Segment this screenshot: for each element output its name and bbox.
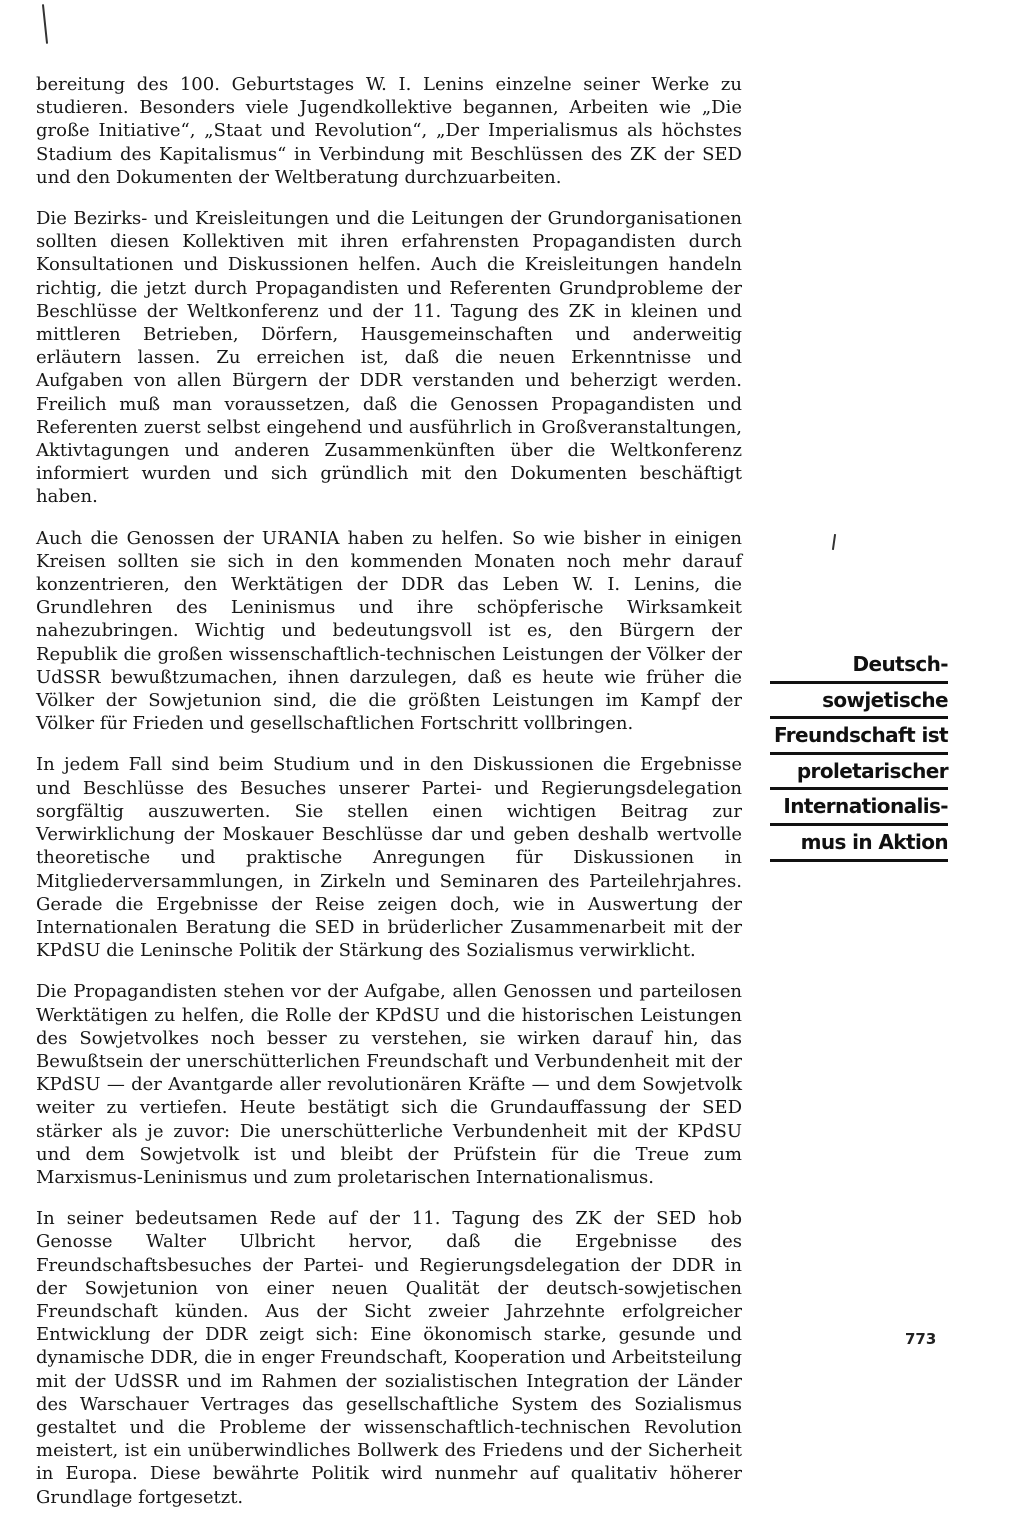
margin-heading-line: mus in Aktion	[770, 826, 948, 862]
paragraph: In jedem Fall sind beim Studium und in den Diskussionen die Ergebnisse und Beschlüsse des Besuches unserer Partei- und Regierungsdelegation sorgfältig auszuwerten. Sie stellen einen wichtigen Beitrag zur Verwirklichung der Moskauer Beschlüsse dar und geben deshalb wertvolle theoretische und praktische Anregungen für Diskussionen in Mitgliederversammlungen, in Zirkeln und Seminaren des Parteilehrjahres. Gerade die Ergebnisse der Reise zeigen doch, wie in Auswertung der Internationalen Beratung die SED in brüderlicher Zusammenarbeit mit der KPdSU die Leninsche Politik der Stärkung des Sozialismus verwirklicht.	[36, 754, 742, 962]
margin-heading-line: proletarischer	[770, 755, 948, 791]
paragraph: Auch die Genossen der URANIA haben zu helfen. So wie bisher in einigen Kreisen sollten sie sich in den kommenden Monaten noch mehr darauf konzentrieren, den Werktätigen der DDR das Leben W. I. Lenins, die Grundlehren des Leninismus und ihre schöpferische Wirksamkeit nahezubringen. Wichtig und bedeutungsvoll ist es, den Bürgern der Republik die großen wissenschaftlich-technischen Leistungen der Völker der UdSSR bewußtzumachen, ihnen darzulegen, daß es heute wie früher die Völker der Sowjetunion sind, die die größten Leistungen im Kampf der Völker für Frieden und gesellschaftlichen Fortschritt vollbringen.	[36, 527, 742, 735]
paragraph: In seiner bedeutsamen Rede auf der 11. Tagung des ZK der SED hob Genosse Walter Ulbricht hervor, daß die Ergebnisse des Freundschaftsbesuches der Partei- und Regierungsdelegation der DDR in der Sowjetunion von einer neuen Qualität der deutsch-sowjetischen Freundschaft künden. Aus der Sicht zweier Jahrzehnte erfolgreicher Entwicklung der DDR zeigt sich: Eine ökonomisch starke, gesunde und dynamische DDR, die in enger Freundschaft, Kooperation und Arbeitsteilung mit der UdSSR und im Rahmen der sozialistischen Integration der Länder des Warschauer Vertrages das gesellschaftliche System des Sozialismus gestaltet und die Probleme der wissenschaftlich-technischen Revolution meistert, ist ein unüberwindliches Bollwerk des Friedens und der Sicherheit in Europa. Diese bewährte Politik wird nunmehr auf qualitativ höherer Grundlage fortgesetzt.	[36, 1208, 742, 1508]
paragraph: Die Propagandisten stehen vor der Aufgabe, allen Genossen und parteilosen Werktätigen zu helfen, die Rolle der KPdSU und die historischen Leistungen des Sowjetvolkes noch besser zu verstehen, sie wirken darauf hin, das Bewußtsein der unerschütterlichen Freundschaft und Verbundenheit mit der KPdSU — der Avantgarde aller revolutionären Kräfte — und dem Sowjetvolk weiter zu vertiefen. Heute bestätigt sich die Grundauffassung der SED stärker als je zuvor: Die unerschütterliche Verbundenheit mit der KPdSU und dem Sowjetvolk ist und bleibt der Prüfstein für die Treue zum Marxismus-Leninismus und zum proletarischen Internationalismus.	[36, 981, 742, 1188]
margin-heading-text	[770, 648, 948, 862]
margin-heading	[770, 648, 948, 862]
margin-heading-line: Freundschaft ist	[770, 719, 948, 755]
margin-heading-line: Internationalis-	[770, 790, 948, 826]
scan-artifact-mark	[42, 4, 48, 44]
page-number: 773	[905, 1330, 937, 1348]
margin-heading-line: sowjetische	[770, 684, 948, 720]
paragraph: Die Bezirks- und Kreisleitungen und die Leitungen der Grundorganisationen sollten diesen Kollektiven mit ihren erfahrensten Propagandisten durch Konsultationen und Diskussionen helfen. Auch die Kreisleitungen handeln richtig, die jetzt durch Propagandisten und Referenten Grundprobleme der Beschlüsse der Weltkonferenz und der 11. Tagung des ZK in kleinen und mittleren Betrieben, Dörfern, Hausgemeinschaften und anderweitig erläutern lassen. Zu erreichen ist, daß die neuen Erkenntnisse und Aufgaben von allen Bürgern der DDR verstanden und beherzigt werden. Freilich muß man voraussetzen, daß die Genossen Propagandisten und Referenten zuerst selbst eingehend und ausführlich in Großveranstaltungen, Aktivtagungen und anderen Zusammenkünften über die Weltkonferenz informiert wurden und sich gründlich mit den Dokumenten beschäftigt haben.	[36, 208, 742, 508]
scan-artifact-mark	[832, 534, 836, 550]
body-text-column	[36, 73, 742, 1527]
margin-heading-line: Deutsch-	[770, 648, 948, 684]
paragraph: bereitung des 100. Geburtstages W. I. Lenins einzelne seiner Werke zu studieren. Besonders viele Jugendkollektive begannen, Arbeiten wie „Die große Initiative“, „Staat und Revolution“, „Der Imperialismus als höchstes Stadium des Kapitalismus“ in Verbindung mit Beschlüssen des ZK der SED und den Dokumenten der Weltberatung durchzuarbeiten.	[36, 74, 742, 188]
